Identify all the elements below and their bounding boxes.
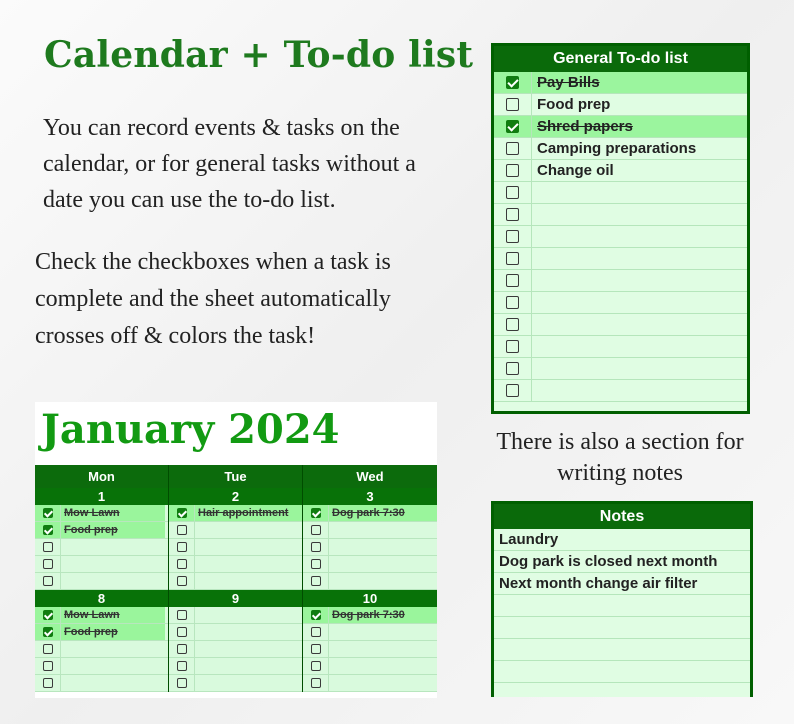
todo-text[interactable] xyxy=(532,204,747,225)
calendar-task-row xyxy=(303,624,437,641)
checkbox-cell xyxy=(303,539,329,555)
checkbox-cell xyxy=(494,358,532,379)
day-task-list xyxy=(169,505,302,590)
task-checkbox[interactable] xyxy=(311,525,321,535)
checkbox-cell xyxy=(303,675,329,691)
calendar-title: January 2024 xyxy=(41,406,340,453)
todo-checkbox[interactable] xyxy=(506,208,519,221)
task-checkbox[interactable] xyxy=(311,559,321,569)
task-text[interactable] xyxy=(329,675,437,691)
todo-text[interactable]: Pay Bills xyxy=(537,74,600,91)
todo-item xyxy=(494,138,747,160)
calendar-task-row xyxy=(303,505,437,522)
todo-list xyxy=(491,43,750,414)
todo-text[interactable]: Shred papers xyxy=(537,118,633,135)
date-number: 1 xyxy=(35,488,168,505)
calendar-task-row xyxy=(35,641,168,658)
checkbox-cell xyxy=(35,505,61,521)
task-checkbox[interactable] xyxy=(43,644,53,654)
todo-text[interactable]: Camping preparations xyxy=(537,140,697,157)
calendar-task-row xyxy=(169,539,302,556)
day-task-list xyxy=(35,505,168,590)
task-text[interactable] xyxy=(329,641,437,657)
calendar-task-row xyxy=(35,539,168,556)
task-text[interactable] xyxy=(329,573,437,589)
weekday-header: Mon xyxy=(35,465,168,488)
checkbox-cell xyxy=(35,573,61,589)
task-checkbox[interactable] xyxy=(43,678,53,688)
todo-text[interactable] xyxy=(532,248,747,269)
todo-text[interactable] xyxy=(532,182,747,203)
checkbox-cell xyxy=(303,658,329,674)
note-line[interactable] xyxy=(494,617,750,639)
todo-text[interactable] xyxy=(532,380,747,401)
todo-item xyxy=(494,336,747,358)
todo-item xyxy=(494,182,747,204)
checkbox-cell xyxy=(35,556,61,572)
todo-checkbox[interactable] xyxy=(506,98,519,111)
task-checkbox[interactable] xyxy=(177,576,187,586)
todo-item xyxy=(494,204,747,226)
todo-item xyxy=(494,358,747,380)
todo-checkbox[interactable] xyxy=(506,340,519,353)
checkbox-cell xyxy=(169,675,195,691)
task-text[interactable] xyxy=(195,607,302,623)
task-checkbox[interactable] xyxy=(177,678,187,688)
checkbox-cell xyxy=(494,270,532,291)
todo-item xyxy=(494,292,747,314)
task-checkbox[interactable] xyxy=(177,661,187,671)
task-checkbox[interactable] xyxy=(177,610,187,620)
task-text[interactable] xyxy=(195,539,302,555)
todo-text[interactable] xyxy=(532,292,747,313)
todo-item xyxy=(494,94,747,116)
task-text[interactable] xyxy=(329,556,437,572)
calendar-task-row xyxy=(35,556,168,573)
task-checkbox[interactable] xyxy=(311,508,321,518)
checkbox-cell xyxy=(35,641,61,657)
calendar-task-row xyxy=(169,522,302,539)
todo-item xyxy=(494,226,747,248)
task-checkbox[interactable] xyxy=(43,627,53,637)
calendar-task-row xyxy=(169,624,302,641)
task-text[interactable]: Dog park 7:30 xyxy=(329,505,437,521)
page-headline: Calendar + To-do list xyxy=(44,34,474,76)
task-checkbox[interactable] xyxy=(177,644,187,654)
todo-checkbox[interactable] xyxy=(506,186,519,199)
task-checkbox[interactable] xyxy=(43,525,53,535)
task-text[interactable] xyxy=(195,556,302,572)
checkbox-cell xyxy=(169,573,195,589)
task-checkbox[interactable] xyxy=(311,678,321,688)
task-text[interactable]: Mow Lawn xyxy=(61,505,165,521)
notes-title: Notes xyxy=(494,504,750,529)
checkbox-cell xyxy=(169,505,195,521)
calendar-task-row xyxy=(303,641,437,658)
task-text[interactable]: Hair appointment xyxy=(195,505,302,521)
note-line[interactable] xyxy=(494,639,750,661)
checkbox-cell xyxy=(169,641,195,657)
todo-item xyxy=(494,380,747,402)
task-text[interactable]: Dog park 7:30 xyxy=(329,607,437,623)
task-checkbox[interactable] xyxy=(311,644,321,654)
task-checkbox[interactable] xyxy=(177,525,187,535)
calendar-task-row xyxy=(303,675,437,692)
calendar-task-row xyxy=(169,641,302,658)
checkbox-cell xyxy=(494,116,532,137)
checkbox-cell xyxy=(494,160,532,181)
calendar-task-row xyxy=(303,607,437,624)
checkbox-cell xyxy=(169,658,195,674)
calendar-task-row xyxy=(169,658,302,675)
todo-text[interactable] xyxy=(532,226,747,247)
calendar-task-row xyxy=(303,658,437,675)
checkbox-cell xyxy=(169,539,195,555)
todo-item xyxy=(494,160,747,182)
note-line[interactable] xyxy=(494,661,750,683)
todo-text[interactable] xyxy=(532,270,747,291)
todo-text[interactable]: Change oil xyxy=(537,162,614,179)
notes-section xyxy=(491,501,753,697)
checkbox-cell xyxy=(35,675,61,691)
date-number: 3 xyxy=(303,488,437,505)
checkbox-cell xyxy=(35,624,61,640)
task-checkbox[interactable] xyxy=(311,661,321,671)
calendar-task-row xyxy=(169,556,302,573)
task-checkbox[interactable] xyxy=(177,508,187,518)
calendar-task-row xyxy=(303,556,437,573)
calendar-task-row xyxy=(303,522,437,539)
note-line[interactable]: Dog park is closed next month xyxy=(494,551,750,573)
task-text[interactable] xyxy=(329,522,437,538)
task-text[interactable] xyxy=(329,539,437,555)
calendar-column-mon xyxy=(35,465,169,692)
todo-checkbox[interactable] xyxy=(506,362,519,375)
todo-text[interactable]: Food prep xyxy=(537,96,611,113)
checkbox-cell xyxy=(494,226,532,247)
task-checkbox[interactable] xyxy=(43,559,53,569)
calendar-task-row xyxy=(169,505,302,522)
task-text[interactable] xyxy=(329,624,437,640)
todo-checkbox[interactable] xyxy=(506,296,519,309)
task-checkbox[interactable] xyxy=(177,627,187,637)
day-task-list xyxy=(169,607,302,692)
task-text[interactable] xyxy=(195,573,302,589)
checkbox-cell xyxy=(303,505,329,521)
note-line[interactable] xyxy=(494,683,750,697)
calendar-column-tue xyxy=(169,465,303,692)
todo-item xyxy=(494,248,747,270)
checkbox-cell xyxy=(303,641,329,657)
todo-rows xyxy=(494,72,747,402)
checkbox-cell xyxy=(303,607,329,623)
todo-checkbox[interactable] xyxy=(506,164,519,177)
task-text[interactable]: Food prep xyxy=(61,522,165,538)
checkbox-cell xyxy=(494,94,532,115)
calendar-grid xyxy=(35,465,437,692)
checkbox-cell xyxy=(35,539,61,555)
checkbox-cell xyxy=(494,138,532,159)
calendar-task-row xyxy=(169,573,302,590)
intro-text-1: You can record events & tasks on the calendar, or for general tasks without a date you can use the to-do list. xyxy=(43,115,416,213)
todo-checkbox[interactable] xyxy=(506,274,519,287)
task-checkbox[interactable] xyxy=(311,627,321,637)
task-checkbox[interactable] xyxy=(177,542,187,552)
task-text[interactable] xyxy=(195,522,302,538)
calendar-task-row xyxy=(35,573,168,590)
todo-checkbox[interactable] xyxy=(506,230,519,243)
calendar-task-row xyxy=(169,607,302,624)
day-task-list xyxy=(35,607,168,692)
date-number: 10 xyxy=(303,590,437,607)
checkbox-cell xyxy=(303,556,329,572)
task-text[interactable] xyxy=(195,624,302,640)
calendar-task-row xyxy=(35,658,168,675)
todo-checkbox[interactable] xyxy=(506,76,519,89)
task-checkbox[interactable] xyxy=(43,610,53,620)
todo-text[interactable] xyxy=(532,358,747,379)
task-text[interactable] xyxy=(195,675,302,691)
checkbox-cell xyxy=(303,624,329,640)
weekday-header: Tue xyxy=(169,465,302,488)
day-task-list xyxy=(303,505,437,590)
date-number: 2 xyxy=(169,488,302,505)
task-checkbox[interactable] xyxy=(43,576,53,586)
task-text[interactable] xyxy=(61,539,168,555)
calendar-task-row xyxy=(169,675,302,692)
checkbox-cell xyxy=(35,607,61,623)
task-text[interactable] xyxy=(61,641,168,657)
todo-checkbox[interactable] xyxy=(506,318,519,331)
checkbox-cell xyxy=(169,624,195,640)
notes-caption: There is also a section for writing notes xyxy=(496,429,744,486)
calendar-task-row xyxy=(35,624,168,641)
task-checkbox[interactable] xyxy=(177,559,187,569)
note-line[interactable] xyxy=(494,595,750,617)
calendar-task-row xyxy=(303,539,437,556)
calendar-task-row xyxy=(35,607,168,624)
checkbox-cell xyxy=(303,522,329,538)
checkbox-cell xyxy=(494,182,532,203)
task-text[interactable] xyxy=(61,556,168,572)
task-checkbox[interactable] xyxy=(311,576,321,586)
task-text[interactable]: Food prep xyxy=(61,624,165,640)
checkbox-cell xyxy=(494,380,532,401)
calendar-task-row xyxy=(35,505,168,522)
task-checkbox[interactable] xyxy=(43,661,53,671)
todo-item xyxy=(494,270,747,292)
todo-title: General To-do list xyxy=(494,46,747,72)
checkbox-cell xyxy=(494,72,532,93)
date-number: 8 xyxy=(35,590,168,607)
task-checkbox[interactable] xyxy=(311,610,321,620)
checkbox-cell xyxy=(35,658,61,674)
checkbox-cell xyxy=(494,336,532,357)
todo-checkbox[interactable] xyxy=(506,142,519,155)
note-line[interactable]: Next month change air filter xyxy=(494,573,750,595)
todo-checkbox[interactable] xyxy=(506,384,519,397)
checkbox-cell xyxy=(169,607,195,623)
note-line[interactable]: Laundry xyxy=(494,529,750,551)
notes-rows xyxy=(494,529,750,697)
checkbox-cell xyxy=(35,522,61,538)
calendar-task-row xyxy=(35,675,168,692)
task-text[interactable] xyxy=(61,675,168,691)
date-number: 9 xyxy=(169,590,302,607)
checkbox-cell xyxy=(494,204,532,225)
task-checkbox[interactable] xyxy=(43,508,53,518)
calendar-task-row xyxy=(303,573,437,590)
checkbox-cell xyxy=(169,556,195,572)
checkbox-cell xyxy=(303,573,329,589)
todo-item xyxy=(494,314,747,336)
intro-text-2: Check the checkboxes when a task is complete and the sheet automatically crosses off & colors the task! xyxy=(35,249,391,349)
task-text[interactable] xyxy=(61,573,168,589)
todo-item xyxy=(494,116,747,138)
todo-text[interactable] xyxy=(532,314,747,335)
checkbox-cell xyxy=(494,314,532,335)
weekday-header: Wed xyxy=(303,465,437,488)
task-text[interactable] xyxy=(329,658,437,674)
todo-item xyxy=(494,72,747,94)
task-text[interactable]: Mow Lawn xyxy=(61,607,165,623)
todo-checkbox[interactable] xyxy=(506,120,519,133)
task-text[interactable] xyxy=(195,641,302,657)
checkbox-cell xyxy=(169,522,195,538)
day-task-list xyxy=(303,607,437,692)
checkbox-cell xyxy=(494,292,532,313)
calendar-task-row xyxy=(35,522,168,539)
task-text[interactable] xyxy=(195,658,302,674)
calendar-sheet xyxy=(35,402,437,698)
calendar-column-wed xyxy=(303,465,437,692)
todo-checkbox[interactable] xyxy=(506,252,519,265)
checkbox-cell xyxy=(494,248,532,269)
task-checkbox[interactable] xyxy=(43,542,53,552)
todo-text[interactable] xyxy=(532,336,747,357)
task-text[interactable] xyxy=(61,658,168,674)
task-checkbox[interactable] xyxy=(311,542,321,552)
